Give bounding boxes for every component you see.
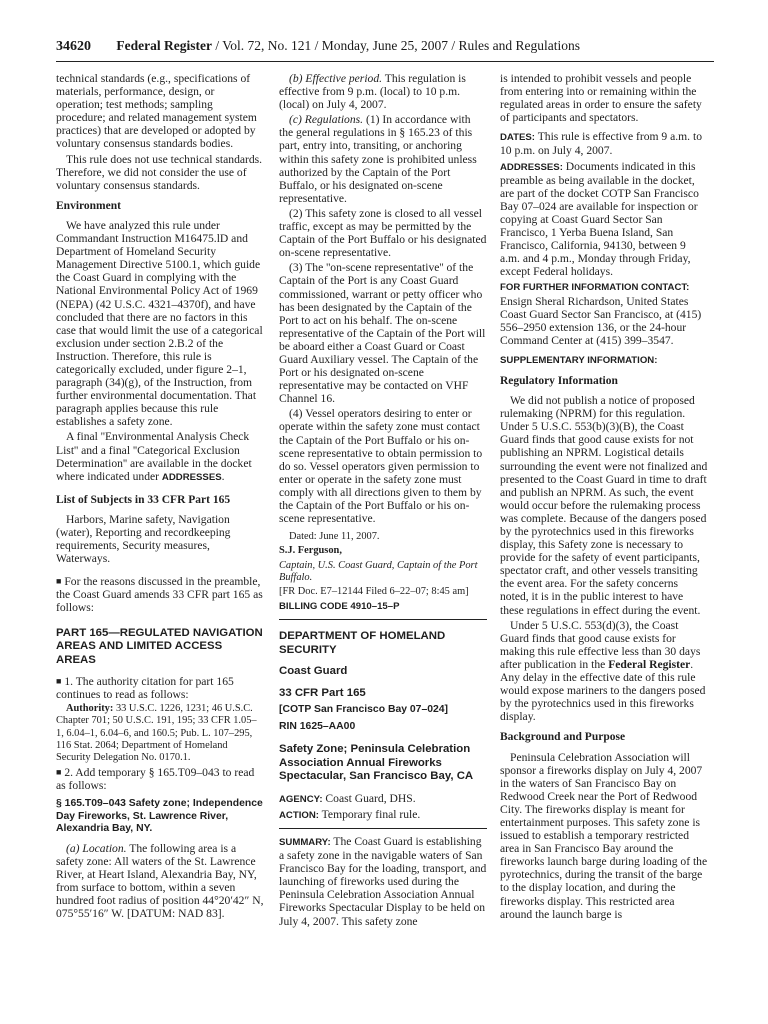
paragraph: Harbors, Marine safety, Navigation (water), Reporting and recordkeeping requirements, Security measures, Waterways. [56, 512, 231, 566]
signer-title [279, 560, 487, 584]
authority-citation [56, 703, 264, 764]
authority-label: Authority: [66, 703, 114, 715]
signer-name-text: S.J. Ferguson, [279, 545, 342, 557]
addresses-paragraph [500, 160, 708, 279]
column-2 [279, 72, 487, 930]
square-bullet-icon: ■ [56, 576, 62, 587]
supplementary-label-text: SUPPLEMENTARY INFORMATION: [500, 354, 658, 366]
paragraph-text: . Any delay in the effective date of this rule would expose mariners to the dangers posed by the pyrotechnics used in this fireworks display. [500, 657, 706, 724]
paragraph: (3) The ''on-scene representative'' of the Captain of the Port is any Coast Guard commissioned, warrant or petty officer who has been designated by the Captain of the Port to act on his behalf. The on-scene representative of the Captain of the Port will be aboard either a Coast Guard or Coast Guard Auxiliary vessel. The Captain of the Port or his designated on-scene representative may be contacted on VHF Channel 16. [279, 261, 486, 406]
section-heading: § 165.T09–043 Safety zone; Independence Day Fireworks, St. Lawrence River, Alexandria Bay, NY. [56, 798, 263, 835]
paragraph: We did not publish a notice of proposed rulemaking (NPRM) for this regulation. Under 5 U.S.C. 553(b)(3)(B), the Coast Guard finds that good cause exists for not publishing an NPRM. Logistical details surrounding the event were not finalized and presented to the Coast Guard in time to draft and publish an NPRM. As such, the event would occur before the rulemaking process was complete. Because of the dangers posed by the pyrotechnics used in this fireworks display, this Safety zone is necessary to provide for the safety of event participants, spectator craft, and other vessels transiting the event area. For the safety concerns noted, it is in the public interest to have these regulations in effect during the event. [500, 394, 708, 617]
docket-heading: [COTP San Francisco Bay 07–024] [279, 704, 449, 716]
paragraph-text: 2. Add temporary § 165.T09–043 to read as follows: [56, 766, 255, 793]
signer-name [279, 545, 487, 557]
agency-label: AGENCY: [279, 793, 323, 805]
contact-paragraph [500, 280, 708, 346]
effective-label: (b) Effective period. [289, 72, 383, 85]
billing-code: BILLING CODE 4910–15–P [279, 601, 400, 613]
column-3 [500, 72, 708, 923]
rule-title: Safety Zone; Peninsula Celebration Association Annual Fireworks Spectacular, San Francisco Bay, CA [279, 743, 474, 783]
section-heading-environment: Environment [56, 199, 121, 212]
section-heading-subjects: List of Subjects in 33 CFR Part 165 [56, 493, 231, 506]
paragraph: is intended to prohibit vessels and people from entering into or remaining within the regulated areas in order to ensure the safety of participants and spectators. [500, 72, 702, 125]
page-number: 34620 [56, 39, 91, 54]
regulations-text: (1) In accordance with the general regulations in § 165.23 of this part, entry into, transiting, or anchoring within this safety zone is prohibited unless authorized by the Captain of the Port Buffalo, or his designated on-scene representative. [279, 113, 477, 205]
paragraph: technical standards (e.g., specifications of materials, performance, design, or operation; test methods; sampling procedure; and related management system practices) that are developed or adopted by voluntary consensus standards bodies. [56, 72, 257, 151]
rin-heading: RIN 1625–AA00 [279, 720, 356, 732]
paragraph: (4) Vessel operators desiring to enter or operate within the safety zone must contact the Captain of the Port Buffalo or his on-scene representative to obtain permission to do so. Vessel operators given permission to enter or operate in the safety zone must comply with all directions given to them by the Captain of the Port Buffalo or his on-scene representative. [279, 407, 483, 526]
publication-name: Federal Register [116, 38, 212, 53]
federal-register-ref: Federal Register [608, 657, 691, 671]
dates-text: This rule is effective from 9 a.m. to 10 p.m. on July 4, 2007. [500, 130, 702, 158]
summary-paragraph [279, 835, 487, 928]
regulations-label: (c) Regulations. [289, 113, 364, 127]
paragraph: Peninsula Celebration Association will sponsor a fireworks display on July 4, 2007 in the waters of San Francisco Bay on Redwood Creek near the Port of Redwood City. The fireworks display is meant for entertainment purposes. This safety zone is issued to establish a temporary restricted area in San Francisco Bay around the fireworks launch barge during loading of the pyrotechnics, during the transit of the barge to the display location, and during the fireworks display. This restricted area around the launch barge is [500, 750, 708, 921]
paragraph: (2) This safety zone is closed to all vessel traffic, except as may be permitted by the Captain of the Port Buffalo or his designated on-scene representative. [279, 206, 487, 260]
location-text: The following area is a safety zone: All waters of the St. Lawrence River, at Heart Island, Alexandria Bay, NY, from surface to bottom, within a seven hundred foot radius of position 44°20′42″ N, 075°55′16″ W. [DATUM: NAD 83]. [56, 841, 264, 921]
addresses-text: Documents indicated in this preamble as being available in the docket, are part of the docket COTP San Francisco Bay 07–024 are available for inspection or copying at Coast Guard Sector San Francisco, 1 Yerba Buena Island, San Francisco, California, 94130, between 9 a.m. and 4 p.m., Monday through Friday, except Federal holidays. [500, 159, 699, 279]
dates-paragraph [500, 130, 708, 157]
fr-doc-line: [FR Doc. E7–12144 Filed 6–22–07; 8:45 am] [279, 586, 469, 597]
divider [279, 828, 487, 829]
paragraph: We have analyzed this rule under Commandant Instruction M16475.lD and Department of Homeland Security Management Directive 5100.1, which guide the Coast Guard in complying with the National Environmental Policy Act of 1969 (NEPA) (42 U.S.C. 4321–4370f), and have concluded that there are no factors in this case that would limit the use of a categorical exclusion under section 2.B.2 of the Instruction. Therefore, this rule is categorically excluded, under figure 2–1, paragraph (34)(g), of the Instruction, from further environmental documentation. That paragraph applies because this rule establishes a safety zone. [56, 218, 263, 429]
dates-label: DATES: [500, 132, 535, 144]
addresses-label: ADDRESSES: [500, 161, 563, 173]
paragraph-text: A final ''Environmental Analysis Check List'' and a final ''Categorical Exclusion Determination'' are available in the docket where indicated under [56, 430, 252, 483]
paragraph [279, 72, 487, 111]
agency-text: Coast Guard, DHS. [322, 791, 416, 805]
supplementary-label [500, 353, 708, 367]
square-bullet-icon: ■ [56, 767, 62, 778]
paragraph [279, 113, 487, 205]
paragraph [56, 430, 264, 483]
department-heading: DEPARTMENT OF HOMELAND SECURITY [279, 630, 446, 656]
addresses-ref: ADDRESSES [161, 471, 222, 483]
summary-text: The Coast Guard is establishing a safety zone in the navigable waters of San Francisco Bay for the loading, transport, and launching of fireworks used during the Peninsula Celebration Association Annual Fireworks Spectacular Display to be held on July 4, 2007. This safety zone [279, 834, 487, 928]
paragraph: This rule does not use technical standards. Therefore, we did not consider the use of voluntary consensus standards. [56, 152, 263, 192]
paragraph [56, 575, 264, 614]
action-label: ACTION: [279, 809, 319, 821]
dated-line: Dated: June 11, 2007. [289, 531, 380, 543]
section-heading-background: Background and Purpose [500, 731, 626, 744]
location-label: (a) Location. [66, 841, 127, 855]
signer-title-text: Captain, U.S. Coast Guard, Captain of the Port Buffalo. [279, 559, 478, 583]
divider [279, 619, 487, 620]
paragraph [56, 766, 264, 792]
column-1 [56, 72, 264, 923]
paragraph [500, 619, 708, 724]
contact-text: Ensign Sheral Richardson, United States Coast Guard Sector San Francisco, at (415) 556–2950 extension 136, or the 24-hour Command Center at (415) 399–3547. [500, 294, 702, 347]
part-heading: PART 165—REGULATED NAVIGATION AREAS AND LIMITED ACCESS AREAS [56, 626, 263, 666]
effective-text: This regulation is effective from 9 p.m. (local) to 10 p.m. (local) on July 4, 2007. [279, 72, 466, 112]
square-bullet-icon: ■ [56, 676, 62, 687]
authority-text: 33 U.S.C. 1226, 1231; 46 U.S.C. Chapter 701; 50 U.S.C. 191, 195; 33 CFR 1.05–1, 6.04–1, 6.04–6, and 160.5; Pub. L. 107–295, 116 Stat. 2064; Department of Homeland Security Delegation No. 0170.1. [56, 703, 257, 764]
paragraph-text: Under 5 U.S.C. 553(d)(3), the Coast Guard finds that good cause exists for making this rule effective less than 30 days after publication in the [500, 618, 701, 671]
page-header [56, 38, 714, 60]
agency-line [279, 792, 487, 806]
paragraph [56, 842, 264, 921]
paragraph-text: 1. The authority citation for part 165 continues to read as follows: [56, 675, 234, 702]
action-line [279, 808, 487, 822]
agency-heading: Coast Guard [279, 665, 348, 678]
section-heading-regulatory: Regulatory Information [500, 374, 618, 387]
period: . [221, 469, 225, 483]
summary-label: SUMMARY: [279, 836, 331, 848]
cfr-heading: 33 CFR Part 165 [279, 686, 366, 699]
paragraph [56, 675, 264, 701]
action-text: Temporary final rule. [318, 807, 421, 821]
header-rule [56, 61, 714, 62]
contact-label: FOR FURTHER INFORMATION CONTACT: [500, 282, 690, 294]
paragraph-text: For the reasons discussed in the preamble, the Coast Guard amends 33 CFR part 165 as follows: [56, 575, 263, 615]
issue-citation: / Vol. 72, No. 121 / Monday, June 25, 2007 / Rules and Regulations [211, 38, 580, 53]
